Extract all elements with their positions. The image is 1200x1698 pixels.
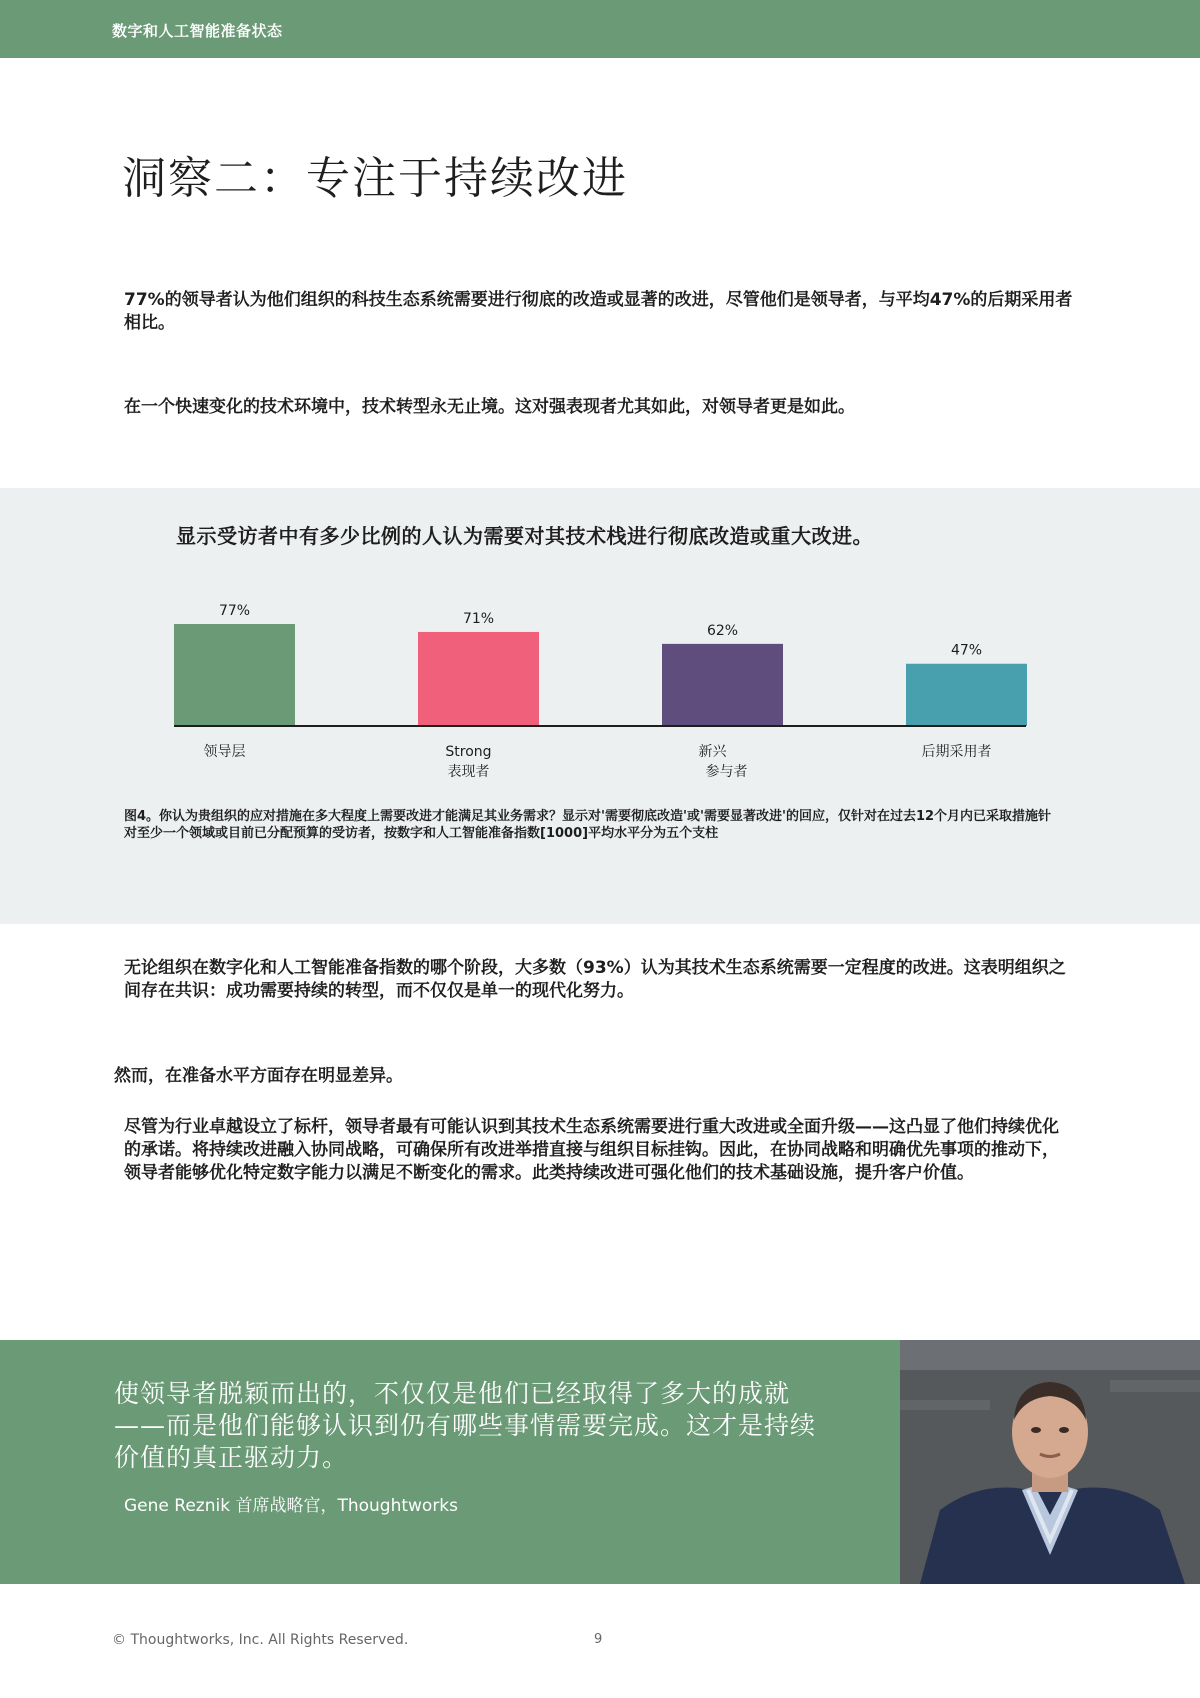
intro-paragraph: 77%的领导者认为他们组织的科技生态系统需要进行彻底的改造或显著的改进，尽管他们是领导者，与平均47%的后期采用者相比。 [124,290,1073,333]
consensus-paragraph: 无论组织在数字化和人工智能准备指数的哪个阶段，大多数（93%）认为其技术生态系统需要一定程度的改进。这表明组织之间存在共识：成功需要持续的转型，而不仅仅是单一的现代化努力。 [124,958,1066,1001]
bar-value-label: 77% [218,603,251,619]
category-label: 领导层 [203,744,246,760]
footer-copyright: © Thoughtworks, Inc. All Rights Reserved. [112,1632,409,1648]
bar-value-label: 71% [462,610,495,627]
page-title: 洞察二：专注于持续改进 [122,153,628,204]
leaders-paragraph: 尽管为行业卓越设立了标杆，领导者最有可能认识到其技术生态系统需要进行重大改进或全面升级——这凸显了他们持续优化的承诺。将持续改进融入协同战略，可确保所有改进举措直接与组织目标挂钩。因此，在协同战略和明确优先事项的推动下，领导者能够优化特定数字能力以满足不断变化的需求。此类持续改进可强化他们的技术基础设施，提升客户价值。 [124,1117,1059,1183]
chart-panel [0,488,1200,924]
context-paragraph: 在一个快速变化的技术环境中，技术转型永无止境。这对强表现者尤其如此，对领导者更是如此。 [124,397,855,417]
bar-value-label: 47% [950,642,983,659]
quote-text: 使领导者脱颖而出的，不仅仅是他们已经取得了多大的成就——而是他们能够认识到仍有哪些事情需要完成。这才是持续价值的真正驱动力。 [114,1379,817,1472]
difference-paragraph: 然而，在准备水平方面存在明显差异。 [114,1066,403,1086]
page-number: 9 [594,1632,603,1647]
category-label: 参与者 [705,764,748,780]
category-label: 表现者 [447,764,490,780]
bar-value-label: 62% [706,622,739,639]
report-header-title: 数字和人工智能准备状态 [112,22,283,40]
top-banner [0,0,1200,58]
category-label: Strong [445,744,492,760]
category-label: 新兴 [698,744,727,760]
portrait-image [900,1340,1200,1584]
chart-title: 显示受访者中有多少比例的人认为需要对其技术栈进行彻底改造或重大改进。 [176,524,873,548]
quote-author: Gene Reznik 首席战略官，Thoughtworks [124,1496,459,1516]
category-label: 后期采用者 [921,744,992,760]
author-portrait [900,1340,1200,1584]
chart-caption: 图4。你认为贵组织的应对措施在多大程度上需要改进才能满足其业务需求？显示对'需要彻底改造'或'需要显著改进'的回应，仅针对在过去12个月内已采取措施针对至少一个领域或目前已分配预算的受访者，按数字和人工智能准备指数[1000]平均水平分为五个支柱 [124,809,1052,841]
